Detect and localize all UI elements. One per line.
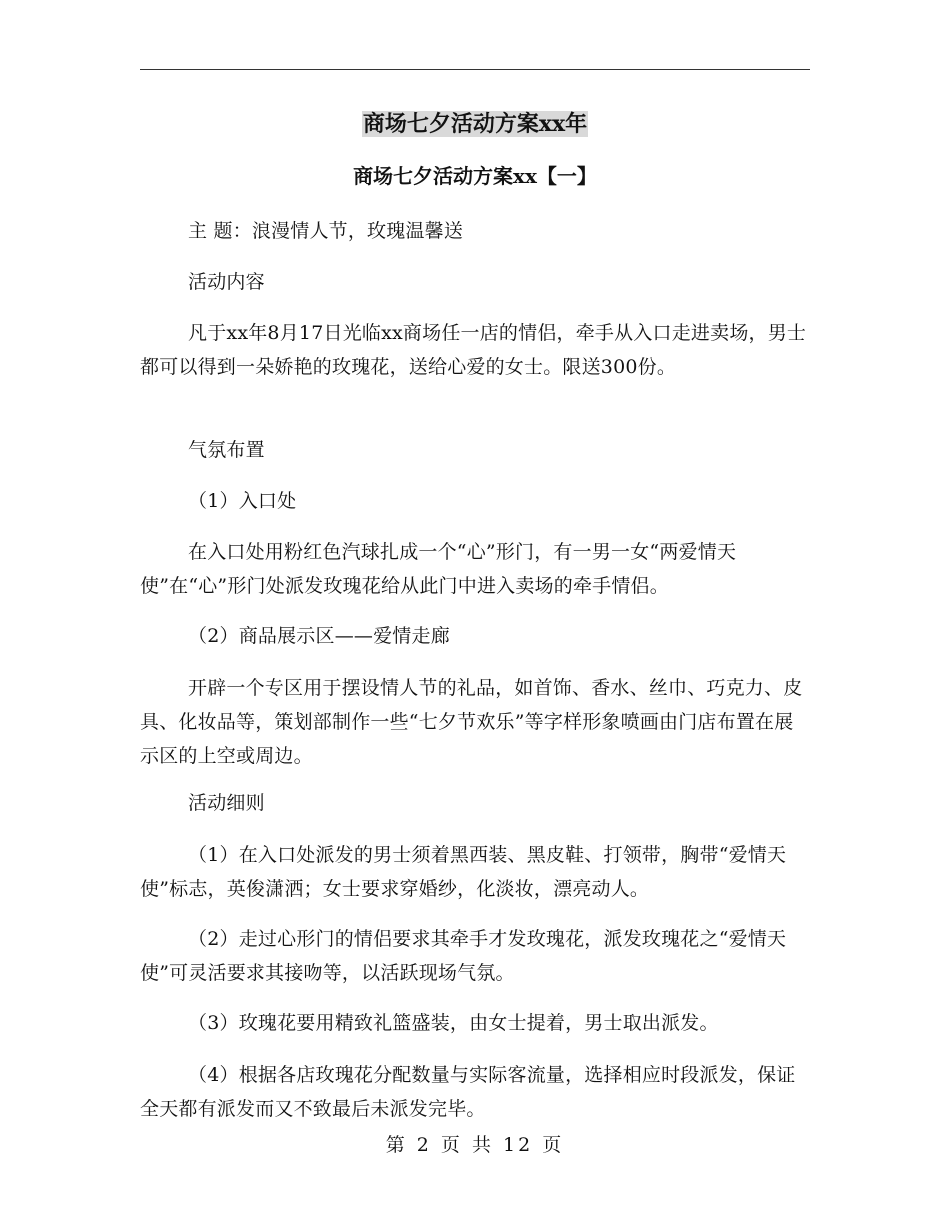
paragraph-heading-content: 活动内容	[188, 271, 265, 293]
section-heading: 商场七夕活动方案xx【一】	[353, 164, 597, 188]
paragraph-rule-3: （3）玫瑰花要用精致礼篮盛装，由女士提着，男士取出派发。	[188, 1012, 719, 1034]
paragraph-heading-atmosphere: 气氛布置	[188, 439, 265, 461]
paragraph-heading-rules: 活动细则	[188, 792, 265, 814]
document-title-text: 商场七夕活动方案xx年	[362, 111, 588, 137]
paragraph-rule-1: （1）在入口处派发的男士须着黑西装、黑皮鞋、打领带，胸带“爱情天使”标志，英俊潇洒；女士要求穿婚纱，化淡妆，漂亮动人。	[140, 844, 787, 900]
paragraph-content-body: 凡于xx年8月17日光临xx商场任一店的情侣，牵手从入口走进卖场，男士都可以得到一朵娇艳的玫瑰花，送给心爱的女士。限送300份。	[140, 322, 807, 378]
paragraph-rule-2: （2）走过心形门的情侣要求其牵手才发玫瑰花，派发玫瑰花之“爱情天使”可灵活要求其接吻等，以活跃现场气氛。	[140, 928, 787, 984]
paragraph-theme: 主 题：浪漫情人节，玫瑰温馨送	[188, 220, 464, 242]
header-rule	[140, 69, 810, 70]
paragraph-display-body: 开辟一个专区用于摆设情人节的礼品，如首饰、香水、丝巾、巧克力、皮具、化妆品等，策划部制作一些“七夕节欢乐”等字样形象喷画由门店布置在展示区的上空或周边。	[140, 677, 803, 767]
page-number-footer: 第 2 页 共 12 页	[385, 1134, 565, 1156]
paragraph-entrance-body: 在入口处用粉红色汽球扎成一个“心”形门，有一男一女“两爱情天使”在“心”形门处派发玫瑰花给从此门中进入卖场的牵手情侣。	[140, 541, 737, 597]
paragraph-display-label: （2）商品展示区——爱情走廊	[188, 625, 450, 647]
paragraph-entrance-label: （1）入口处	[188, 490, 297, 512]
paragraph-rule-4: （4）根据各店玫瑰花分配数量与实际客流量，选择相应时段派发，保证全天都有派发而又不致最后未派发完毕。	[140, 1064, 796, 1120]
document-title	[140, 108, 810, 140]
